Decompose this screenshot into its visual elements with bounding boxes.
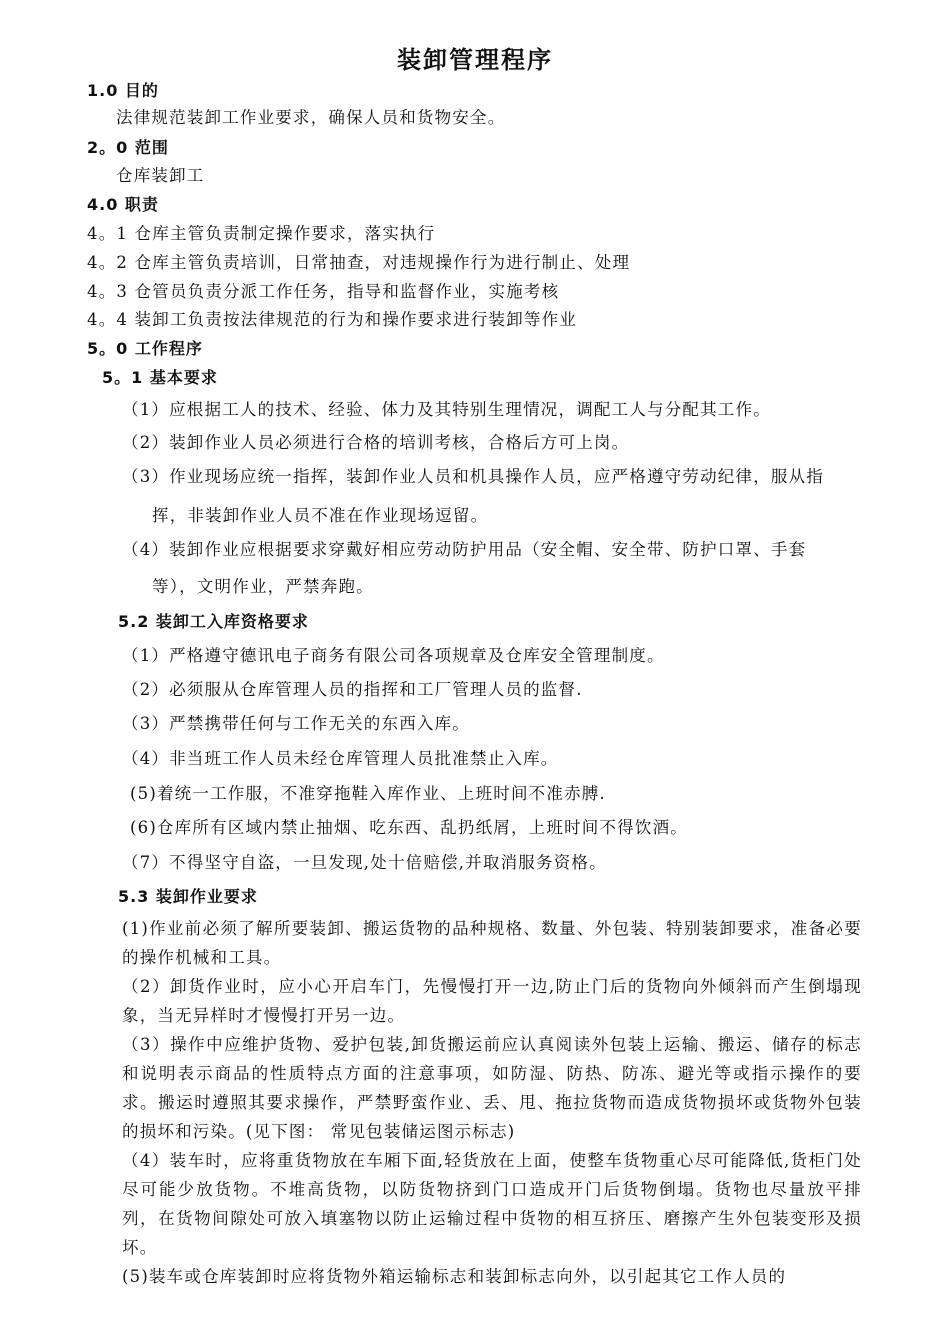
qualification-item: （1）严格遵守德讯电子商务有限公司各项规章及仓库安全管理制度。 (122, 646, 665, 665)
section-duties-heading: 4.0 职责 (87, 195, 159, 214)
basic-item-continued: 挥，非装卸作业人员不准在作业现场逗留。 (152, 506, 489, 525)
qualification-item: （4）非当班工作人员未经仓库管理人员批准禁止入库。 (122, 749, 559, 768)
duty-item: 4。2 仓库主管负责培训，日常抽查，对违规操作行为进行制止、处理 (87, 253, 631, 272)
section-purpose-text: 法律规范装卸工作业要求，确保人员和货物安全。 (116, 108, 506, 127)
qualification-item: （7）不得坚守自盗，一旦发现,处十倍赔偿,并取消服务资格。 (122, 853, 607, 872)
qualification-item: (5)着统一工作服，不准穿拖鞋入库作业、上班时间不准赤膊. (130, 784, 606, 803)
basic-item: （2）装卸作业人员必须进行合格的培训考核，合格后方可上岗。 (122, 433, 630, 452)
operation-item: (1)作业前必须了解所要装卸、搬运货物的品种规格、数量、外包装、特别装卸要求，准备必要的操作机械和工具。 (122, 919, 862, 967)
duty-item: 4。3 仓管员负责分派工作任务，指导和监督作业，实施考核 (87, 282, 560, 301)
basic-item: （1）应根据工人的技术、经验、体力及其特别生理情况，调配工人与分配其工作。 (122, 400, 771, 419)
duty-item: 4。4 装卸工负责按法律规范的行为和操作要求进行装卸等作业 (87, 310, 578, 329)
operation-item: （3）操作中应维护货物、爱护包装,卸货搬运前应认真阅读外包装上运输、搬运、储存的标志和说明表示商品的性质特点方面的注意事项，如防湿、防热、防冻、避光等或指示操作的要求。搬运时遵照其要求操作，严禁野蛮作业、丢、甩、拖拉货物而造成货物损坏或货物外包装的损坏和污染。(见下图： 常见包装储运图示标志) (122, 1035, 862, 1141)
subsection-operation-heading: 5.3 装卸作业要求 (118, 887, 258, 906)
qualification-item: (6)仓库所有区域内禁止抽烟、吃东西、乱扔纸屑，上班时间不得饮酒。 (130, 818, 688, 837)
section-purpose-heading: 1.0 目的 (87, 81, 159, 100)
qualification-item: （3）严禁携带任何与工作无关的东西入库。 (122, 714, 470, 733)
section-procedure-heading: 5。0 工作程序 (87, 339, 203, 358)
basic-item: （4）装卸作业应根据要求穿戴好相应劳动防护用品（安全帽、安全带、防护口罩、手套 (122, 540, 807, 559)
basic-item-continued: 等），文明作业，严禁奔跑。 (152, 577, 374, 596)
section-scope-text: 仓库装卸工 (116, 166, 205, 185)
qualification-item: （2）必须服从仓库管理人员的指挥和工厂管理人员的监督. (122, 680, 583, 699)
subsection-basic-heading: 5。1 基本要求 (102, 368, 218, 387)
operation-item: （4）装车时，应将重货物放在车厢下面,轻货放在上面，使整车货物重心尽可能降低,货柜门处尽可能少放货物。不堆高货物，以防货物挤到门口造成开门后货物倒塌。货物也尽量放平排列，在货物间隙处可放入填塞物以防止运输过程中货物的相互挤压、磨擦产生外包装变形及损坏。 (122, 1151, 862, 1257)
basic-item: （3）作业现场应统一指挥，装卸作业人员和机具操作人员，应严格遵守劳动纪律，服从指 (122, 467, 824, 486)
operation-item: （2）卸货作业时，应小心开启车门，先慢慢打开一边,防止门后的货物向外倾斜而产生倒塌现象，当无异样时才慢慢打开另一边。 (122, 977, 862, 1025)
subsection-qualification-heading: 5.2 装卸工入库资格要求 (118, 612, 309, 631)
duty-item: 4。1 仓库主管负责制定操作要求，落实执行 (87, 224, 436, 243)
section-scope-heading: 2。0 范围 (87, 138, 169, 157)
document-title: 装卸管理程序 (397, 46, 553, 74)
operation-item: (5)装车或仓库装卸时应将货物外箱运输标志和装卸标志向外，以引起其它工作人员的 (122, 1267, 787, 1286)
